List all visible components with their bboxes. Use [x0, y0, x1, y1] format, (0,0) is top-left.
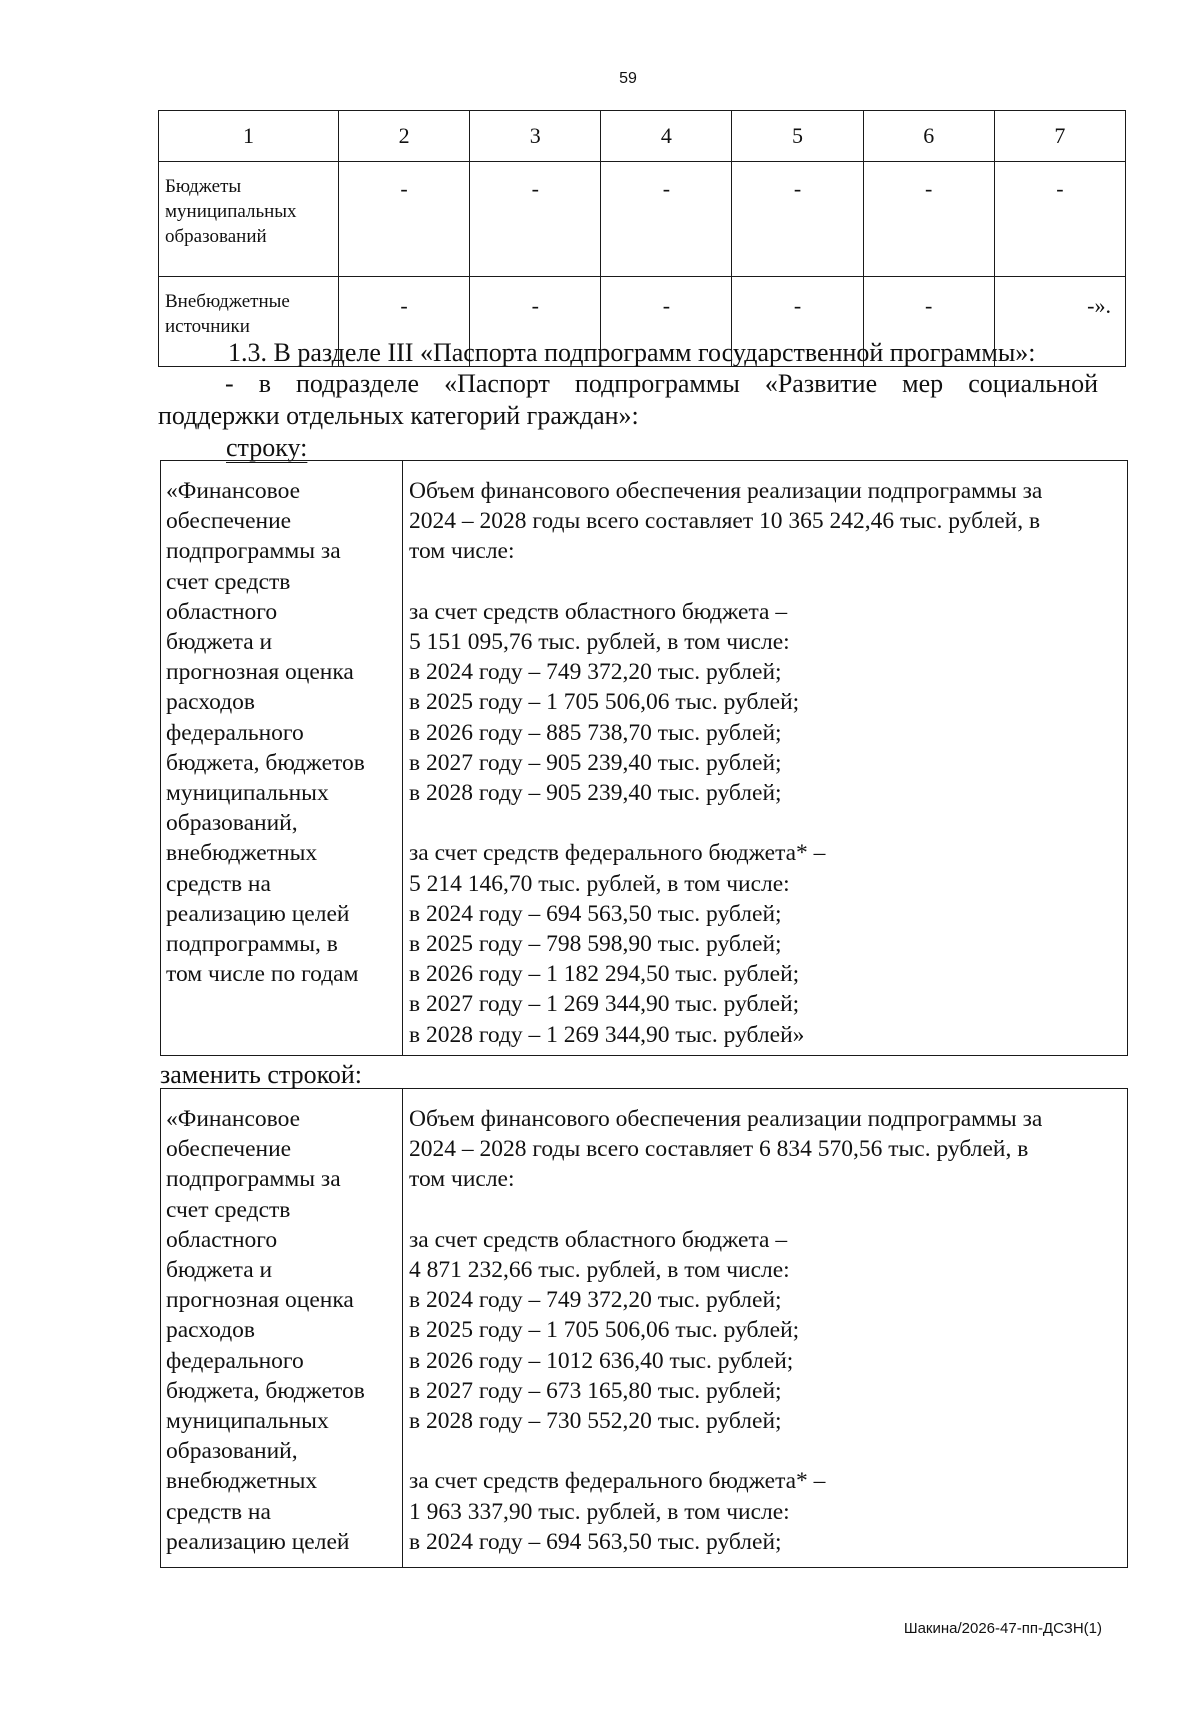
table-cell: -: [994, 162, 1125, 277]
new-row-table: [160, 1088, 1128, 1568]
table-cell: -».: [994, 277, 1125, 367]
column-header: 3: [470, 111, 601, 162]
row-label: Внебюджетные источники: [159, 277, 339, 367]
table-cell: -: [601, 162, 732, 277]
column-header: 7: [994, 111, 1125, 162]
column-header: 5: [732, 111, 863, 162]
old-row-table: [160, 460, 1128, 1056]
document-footer-code: Шакина/2026-47-пп-ДСЗН(1): [903, 1620, 1102, 1637]
row-intro-label: строку:: [226, 433, 308, 462]
subsection-paragraph: - в подразделе «Паспорт подпрограммы «Развитие мер социальной: [225, 369, 1098, 398]
column-header: 2: [339, 111, 470, 162]
table-row: [159, 162, 1126, 277]
table-header-row: [159, 111, 1126, 162]
table-cell: -: [863, 277, 994, 367]
row-name-cell: «Финансовое обеспечение подпрограммы за счет средств областного бюджета и прогнозная оценка расходов федерального бюджета, бюджетов муниципальных образований, внебюджетных средств на реализацию целей: [161, 1089, 403, 1568]
subsection-paragraph-continued: поддержки отдельных категорий граждан»:: [158, 401, 639, 430]
table-cell: -: [601, 277, 732, 367]
table-cell: -: [339, 162, 470, 277]
row-label: Бюджеты муниципальных образований: [159, 162, 339, 277]
column-header: 6: [863, 111, 994, 162]
replace-with-label: заменить строкой:: [160, 1060, 363, 1089]
table-cell: -: [470, 277, 601, 367]
table-cell: -: [863, 162, 994, 277]
section-paragraph: 1.3. В разделе III «Паспорта подпрограмм государственной программы»:: [228, 338, 1036, 367]
table-cell: -: [732, 277, 863, 367]
column-header: 1: [159, 111, 339, 162]
table-cell: -: [732, 162, 863, 277]
page-number: 59: [619, 70, 637, 87]
table-cell: -: [470, 162, 601, 277]
table-cell: -: [339, 277, 470, 367]
column-header: 4: [601, 111, 732, 162]
funding-sources-table: [158, 110, 1126, 367]
row-value-cell: Объем финансового обеспечения реализации подпрограммы за 2024 – 2028 годы всего составляет 10 365 242,46 тыс. рублей, в том числе: за счет средств областного бюджета – 5 151 095,76 тыс. рублей, в том числе: в 2024 году – 749 372,20 тыс. рублей; в 2025 году – 1 705 506,06 тыс. рублей; в 2026 году – 885 738,70 тыс. рублей; в 2027 году – 905 239,40 тыс. рублей; в 2028 году – 905 239,40 тыс. рублей; за счет средств федерального бюджета* – 5 214 146,70 тыс. рублей, в том числе: в 2024 году – 694 563,50 тыс. рублей; в 2025 году – 798 598,90 тыс. рублей; в 2026 году – 1 182 294,50 тыс. рублей; в 2027 году – 1 269 344,90 тыс. рублей; в 2028 году – 1 269 344,90 тыс. рублей»: [403, 461, 1128, 1056]
row-value-cell: Объем финансового обеспечения реализации подпрограммы за 2024 – 2028 годы всего составляет 6 834 570,56 тыс. рублей, в том числе: за счет средств областного бюджета – 4 871 232,66 тыс. рублей, в том числе: в 2024 году – 749 372,20 тыс. рублей; в 2025 году – 1 705 506,06 тыс. рублей; в 2026 году – 1012 636,40 тыс. рублей; в 2027 году – 673 165,80 тыс. рублей; в 2028 году – 730 552,20 тыс. рублей; за счет средств федерального бюджета* – 1 963 337,90 тыс. рублей, в том числе: в 2024 году – 694 563,50 тыс. рублей;: [403, 1089, 1128, 1568]
row-name-cell: «Финансовое обеспечение подпрограммы за счет средств областного бюджета и прогнозная оценка расходов федерального бюджета, бюджетов муниципальных образований, внебюджетных средств на реализацию целей подпрограммы, в том числе по годам: [161, 461, 403, 1056]
